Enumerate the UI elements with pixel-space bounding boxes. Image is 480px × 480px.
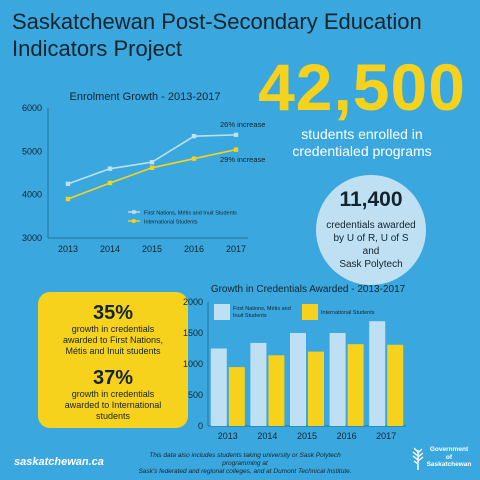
enrolment-total: 42,500 xyxy=(258,50,466,124)
website-link[interactable]: saskatchewan.ca xyxy=(14,456,104,468)
line-point xyxy=(192,157,196,161)
line-x-tick-label: 2013 xyxy=(57,244,79,254)
bar-legend-label: International Students xyxy=(321,310,375,316)
bar-x-tick-label: 2015 xyxy=(296,431,318,441)
line-point xyxy=(108,181,112,185)
footnote-line-2: Sask's federated and regional colleges, and at Dumont Technical Institute. xyxy=(138,468,352,475)
credentials-bubble xyxy=(316,175,426,285)
line-point xyxy=(150,160,154,164)
credentials-caption-line-3: Sask Polytech xyxy=(339,259,403,270)
line-point xyxy=(234,147,238,151)
bar xyxy=(250,343,266,426)
line-y-tick-label: 3000 xyxy=(21,233,42,243)
gov-line-1: Government xyxy=(429,446,469,453)
bar-x-tick-label: 2016 xyxy=(336,431,357,441)
line-annotation-first-nations: 26% increase xyxy=(220,120,266,129)
stat-first-nations-line-1: growth in credentials xyxy=(71,324,155,334)
footnote-line-1: This data also includes students taking university or Sask Polytech programming at xyxy=(149,452,341,467)
bar-x-tick-label: 2017 xyxy=(376,431,397,441)
government-logo xyxy=(410,442,472,474)
bar-chart-title: Growth in Credentials Awarded - 2013-2017 xyxy=(210,284,406,295)
credentials-caption-line-1: credentials awarded xyxy=(326,220,416,231)
line-point xyxy=(234,133,238,137)
bar-y-tick-label: 1000 xyxy=(182,359,203,369)
line-legend-marker xyxy=(132,219,136,223)
stat-first-nations-line-3: Métis and Inuit students xyxy=(65,346,161,356)
government-wordmark xyxy=(424,446,474,469)
title-line-1: Saskatchewan Post-Secondary Education xyxy=(12,9,422,34)
line-point xyxy=(192,134,196,138)
gov-line-2: of xyxy=(445,453,453,461)
stat-first-nations-caption xyxy=(38,324,188,357)
line-y-tick-label: 4000 xyxy=(21,189,42,200)
line-series-0 xyxy=(68,135,236,184)
gov-line-3: Saskatchewan xyxy=(426,461,472,468)
line-point xyxy=(108,166,112,170)
bar-y-tick-label: 500 xyxy=(187,390,203,400)
credentials-total: 11,400 xyxy=(339,188,403,211)
enrolment-caption-line-1: students enrolled in xyxy=(301,126,423,142)
stat-international-caption xyxy=(38,389,188,422)
enrolment-line-chart xyxy=(0,84,266,256)
bar xyxy=(268,355,284,426)
line-legend-label: First Nations, Métis and Inuit Students xyxy=(144,210,237,217)
title-line-2: Indicators Project xyxy=(12,36,182,61)
line-legend-marker xyxy=(132,210,136,214)
credentials-caption-line-2: by U of R, U of S and xyxy=(333,233,409,257)
stat-first-nations-line-2: awarded to First Nations, xyxy=(62,335,164,345)
footnote xyxy=(130,452,360,476)
line-chart-title: Enrolment Growth - 2013-2017 xyxy=(69,91,221,103)
line-point xyxy=(66,182,70,186)
bar-legend-label: Inuit Students xyxy=(233,313,267,319)
bar-legend-swatch xyxy=(214,304,230,320)
line-x-tick-label: 2016 xyxy=(183,244,205,254)
credentials-bar-chart xyxy=(178,278,478,448)
line-point xyxy=(66,197,70,201)
bar xyxy=(229,367,245,426)
bar xyxy=(387,345,403,426)
bar xyxy=(211,349,227,427)
enrolment-caption-line-2: credentialed programs xyxy=(292,143,432,159)
line-legend-label: International Students xyxy=(144,219,198,226)
bar-y-tick-label: 1500 xyxy=(182,328,203,338)
bar-y-tick-label: 2000 xyxy=(182,297,203,307)
bar-legend-swatch xyxy=(302,304,318,320)
stat-international-line-3: students xyxy=(95,411,131,421)
line-x-tick-label: 2014 xyxy=(99,244,121,254)
bar-y-tick-label: 0 xyxy=(197,421,203,431)
line-annotation-international: 29% increase xyxy=(220,155,266,164)
bar xyxy=(308,352,324,426)
bar xyxy=(369,321,385,426)
bar xyxy=(330,333,346,426)
enrolment-caption xyxy=(262,126,462,160)
stat-international-pct: 37% xyxy=(92,367,134,389)
line-y-tick-label: 5000 xyxy=(21,146,42,157)
bar-x-tick-label: 2013 xyxy=(217,431,238,441)
bar-legend-label: First Nations, Métis and xyxy=(233,306,291,312)
stat-first-nations-pct: 35% xyxy=(92,302,134,324)
bar xyxy=(348,344,364,426)
line-x-tick-label: 2017 xyxy=(225,244,247,254)
stat-international-line-2: awarded to International xyxy=(64,400,162,410)
stat-international-line-1: growth in credentials xyxy=(71,389,155,399)
line-point xyxy=(150,166,154,170)
growth-card xyxy=(38,292,188,428)
bar xyxy=(290,333,306,426)
line-x-tick-label: 2015 xyxy=(141,244,163,254)
line-y-tick-label: 6000 xyxy=(21,103,42,113)
bar-x-tick-label: 2014 xyxy=(257,431,278,441)
credentials-caption xyxy=(316,219,426,271)
